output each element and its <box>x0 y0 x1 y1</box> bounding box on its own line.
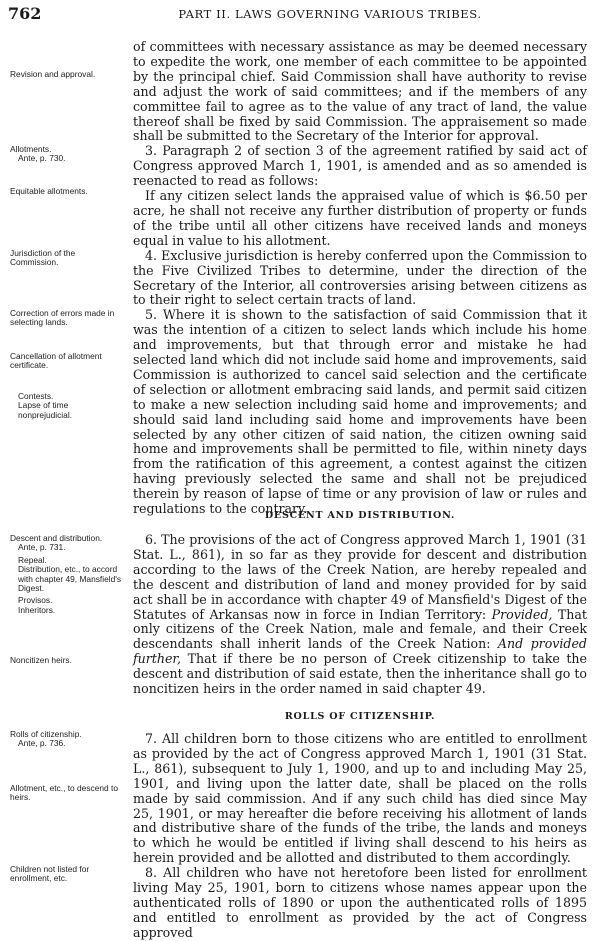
paragraph-7: 7. All children born to those citizens who are entitled to enrollment as provided by the act of Congress approved March 1, 1901 (31 Stat. L., 861), subsequent to July 1, 1900, and up to and including May 25, 1901, and living upon the latter date, shall be placed on the rolls made by said commission. And if any such child has died since May 25, 1901, or may hereafter die before receiving his allotment of lands and distributive share of the funds of the tribe, the lands and moneys to which he would be entitled if living shall descend to his heirs as herein provided and be allotted and distributed to them accordingly. <box>133 731 587 866</box>
page-number: 762 <box>8 4 42 23</box>
margin-note-descent <box>10 534 122 615</box>
margin-note-repeal: Repeal. <box>18 554 47 565</box>
body-block-3 <box>133 732 587 941</box>
margin-note-inheritors: Inheritors. <box>18 604 56 615</box>
margin-note-contests <box>10 392 122 420</box>
margin-note-correction: Correction of errors made in selecting lands. <box>10 308 115 328</box>
margin-note-cancellation: Cancellation of allotment certificate. <box>10 351 102 371</box>
margin-note-allotments-title: Allotments. <box>10 144 52 154</box>
running-head: PART II. LAWS GOVERNING VARIOUS TRIBES. <box>178 7 482 21</box>
paragraph-intro: of committees with necessary assistance as may be deemed necessary to expedite the work, one member of each committee to be appointed by the principal chief. Said Commission shall have authority to revise and adjust the work of said committees; and if the members of any committee fail to agree as to the value of any tract of land, the value thereof shall be fixed by said Commission. The appraisement so made shall be submitted to the Secretary of the Interior for approval. <box>133 39 587 144</box>
paragraph-6-part-c: That if there be no person of Creek citizenship to take the descent and distribution of said estate, then the inheritance shall go to noncitizen heirs in the order named in said chapter 49. <box>133 651 588 697</box>
margin-note-allotments <box>10 145 122 164</box>
paragraph-6 <box>133 533 587 697</box>
margin-note-allotments-ref: Ante, p. 730. <box>18 153 66 164</box>
paragraph-6-part-a: 6. The provisions of the act of Congress approved March 1, 1901 (31 Stat. L., 861), in so far as they provide for descent and distribution according to the laws of the Creek Nation, are hereby repealed and the descent and distribution of land and money provided for by said act shall be in accordance with chapter 49 of Mansfield's Digest of the Statutes of Arkansas now in force in Indian Territory: <box>133 532 587 622</box>
margin-note-provisos: Provisos. <box>18 595 53 606</box>
margin-note-equitable: Equitable allotments. <box>10 186 88 196</box>
margin-note-allotment-descend: Allotment, etc., to descend to heirs. <box>10 783 119 803</box>
margin-note-revision: Revision and approval. <box>10 69 96 79</box>
margin-note-lapse: Lapse of time nonprejudicial. <box>18 400 73 420</box>
margin-note-rolls-title: Rolls of citizenship. <box>10 729 82 739</box>
provided-label: Provided, <box>491 606 553 622</box>
paragraph-3-quote: If any citizen select lands the appraised value of which is $6.50 per acre, he shall not receive any further distribution of property or funds of the tribe until all other citizens have received lands and moneys equal in value to his allotment. <box>133 188 587 248</box>
paragraph-3: 3. Paragraph 2 of section 3 of the agreement ratified by said act of Congress approved March 1, 1901, is amended and as so amended is reenacted to read as follows: <box>133 143 587 189</box>
paragraph-6-part-b: That only citizens of the Creek Nation, male and female, and their Creek descendants shall inherit lands of the Creek Nation: <box>133 606 587 652</box>
margin-note-descent-title: Descent and distribution. <box>10 533 103 543</box>
margin-note-descent-ref: Ante, p. 731. <box>18 542 66 553</box>
margin-note-jurisdiction: Jurisdiction of the Commission. <box>10 248 76 268</box>
heading-rolls: ROLLS OF CITIZENSHIP. <box>284 711 436 722</box>
heading-descent: DESCENT AND DISTRIBUTION. <box>264 510 456 521</box>
margin-note-noncitizen: Noncitizen heirs. <box>10 655 72 665</box>
margin-note-children-not-listed: Children not listed for enrollment, etc. <box>10 864 90 884</box>
margin-note-rolls <box>10 730 122 749</box>
paragraph-4: 4. Exclusive jurisdiction is hereby conferred upon the Commission to the Five Civilized Tribes to determine, under the direction of the Secretary of the Interior, all controversies arising between citizens as to their right to select certain tracts of land. <box>133 247 587 308</box>
paragraph-5: 5. Where it is shown to the satisfaction of said Commission that it was the intention of a citizen to select lands which include his home and improvements, but that through error and mistake he had selected land which did not include said home and improvements, said Commission is authorized to cancel said selection and the certificate of selection or allotment embracing said lands, and permit said citizen to make a new selection including said home and improvements; and should said land including said home and improvements have been selected by any other citizen of said nation, the citizen owning said home and improvements shall be permitted to file, within ninety days from the ratification of this agreement, a contest against the citizen having previously selected the same and shall not be prejudiced therein by reason of lapse of time or any provision of law or rules and regulations to the contrary. <box>133 307 587 517</box>
margin-note-distribution-accord: Distribution, etc., to accord with chapter 49, Mansfield's Digest. <box>18 564 122 594</box>
margin-note-rolls-ref: Ante, p. 736. <box>18 738 66 749</box>
body-block-1 <box>133 40 587 517</box>
and-provided-label: And provided further, <box>133 636 587 667</box>
paragraph-8: 8. All children who have not heretofore been listed for enrollment living May 25, 1901, born to citizens whose names appear upon the authenticated rolls of 1890 or upon the authenticated rolls of 1895 and entitled to enrollment as provided by the act of Congress approved <box>133 865 587 940</box>
page-header <box>8 4 592 26</box>
margin-note-contests-title: Contests. <box>18 391 54 401</box>
body-block-2 <box>133 533 587 697</box>
